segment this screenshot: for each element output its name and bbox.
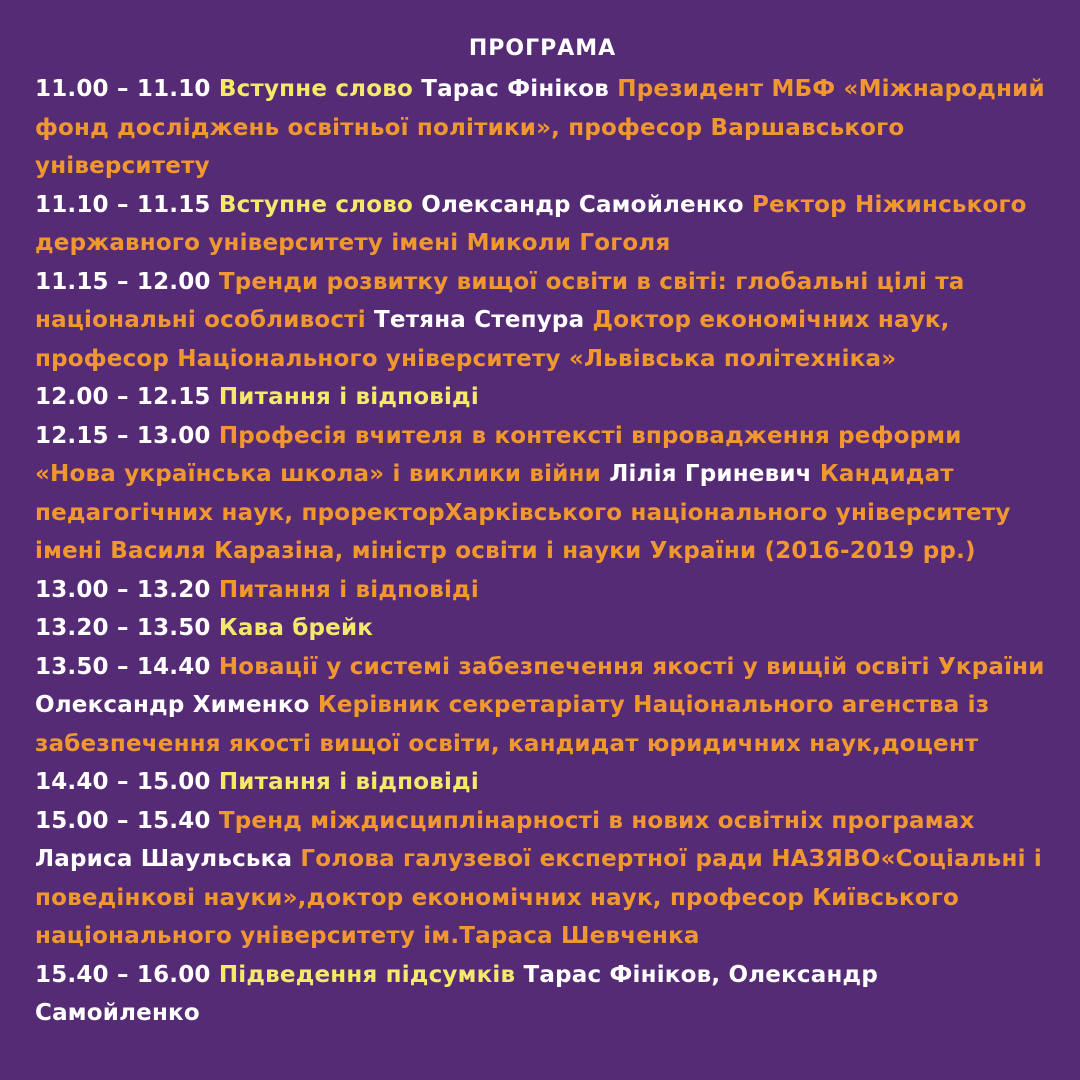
entry-time: 11.10 – 11.15 bbox=[35, 191, 211, 218]
entry-time: 13.20 – 13.50 bbox=[35, 615, 211, 641]
program-entry bbox=[35, 263, 1050, 379]
entry-speaker: Лілія Гриневич bbox=[609, 461, 812, 487]
entry-topic: Кава брейк bbox=[218, 615, 374, 641]
program-entry bbox=[35, 571, 1050, 610]
entry-topic: Питання і відповіді bbox=[218, 384, 479, 410]
entry-details: Президент МБФ «Міжнародний фонд досліджень освітньої політики», професор Варшавського університету bbox=[35, 76, 1045, 179]
entry-time: 15.00 – 15.40 bbox=[35, 807, 211, 834]
entry-time: 11.15 – 12.00 bbox=[35, 268, 211, 295]
entry-time: 13.00 – 13.20 bbox=[35, 576, 211, 603]
program-entry bbox=[35, 648, 1050, 764]
program-entry bbox=[35, 417, 1050, 571]
entry-time: 13.50 – 14.40 bbox=[35, 653, 211, 680]
entry-details: Кандидат педагогічних наук, проректорХарківського національного університету імені Василя Каразіна, міністр освіти і науки України (2016-2019 рр.) bbox=[35, 461, 1011, 564]
program-entry bbox=[35, 186, 1050, 263]
entry-time: 15.40 – 16.00 bbox=[35, 961, 211, 988]
program-entry bbox=[35, 70, 1050, 186]
entry-topic: Питання і відповіді bbox=[218, 769, 479, 795]
entry-speaker: Тарас Фініков bbox=[421, 76, 610, 102]
entry-details: Доктор економічних наук, професор Національного університету «Львівська політехніка» bbox=[35, 307, 950, 372]
entry-topic: Тренди розвитку вищої освіти в світі: глобальні цілі та національні особливості bbox=[35, 268, 965, 333]
program-entry bbox=[35, 609, 1050, 648]
entry-speaker: Лариса Шаульська bbox=[35, 846, 293, 872]
entry-topic: Професія вчителя в контексті впровадження реформи «Нова українська школа» і виклики війни bbox=[35, 422, 962, 487]
entry-speaker: Олександр Хименко bbox=[35, 692, 310, 718]
entry-details: Ректор Ніжинського державного університету імені Миколи Гоголя bbox=[35, 191, 1027, 256]
entry-time: 12.00 – 12.15 bbox=[35, 384, 211, 410]
entry-topic: Підведення підсумків bbox=[218, 961, 516, 988]
entry-details: Голова галузевої експертної ради НАЗЯВО«Соціальні і поведінкові науки»,доктор економічних наук, професор Київського національного університету ім.Тараса Шевченка bbox=[35, 846, 1043, 949]
entry-time: 14.40 – 15.00 bbox=[35, 769, 211, 795]
entry-speaker: Олександр Самойленко bbox=[421, 191, 744, 218]
entry-speaker: Тетяна Степура bbox=[374, 307, 585, 333]
entry-details: Керівник секретаріату Національного агенства із забезпечення якості вищої освіти, кандидат юридичних наук,доцент bbox=[35, 692, 990, 757]
program-title: ПРОГРАМА bbox=[468, 36, 617, 61]
entry-time: 11.00 – 11.10 bbox=[35, 76, 211, 102]
entry-topic: Питання і відповіді bbox=[218, 576, 479, 603]
program-entry bbox=[35, 763, 1050, 802]
program-entry bbox=[35, 956, 1050, 1033]
program-list bbox=[35, 70, 1050, 1033]
entry-topic: Вступне слово bbox=[218, 191, 413, 218]
entry-time: 12.15 – 13.00 bbox=[35, 422, 211, 449]
program-entry bbox=[35, 802, 1050, 956]
entry-speaker: Тарас Фініков, Олександр Самойленко bbox=[35, 961, 878, 1026]
entry-topic: Новації у системі забезпечення якості у вищій освіті України bbox=[218, 653, 1045, 680]
entry-topic: Вступне слово bbox=[218, 76, 413, 102]
program-entry bbox=[35, 378, 1050, 417]
entry-topic: Тренд міждисциплінарності в нових освітніх програмах bbox=[218, 807, 975, 834]
